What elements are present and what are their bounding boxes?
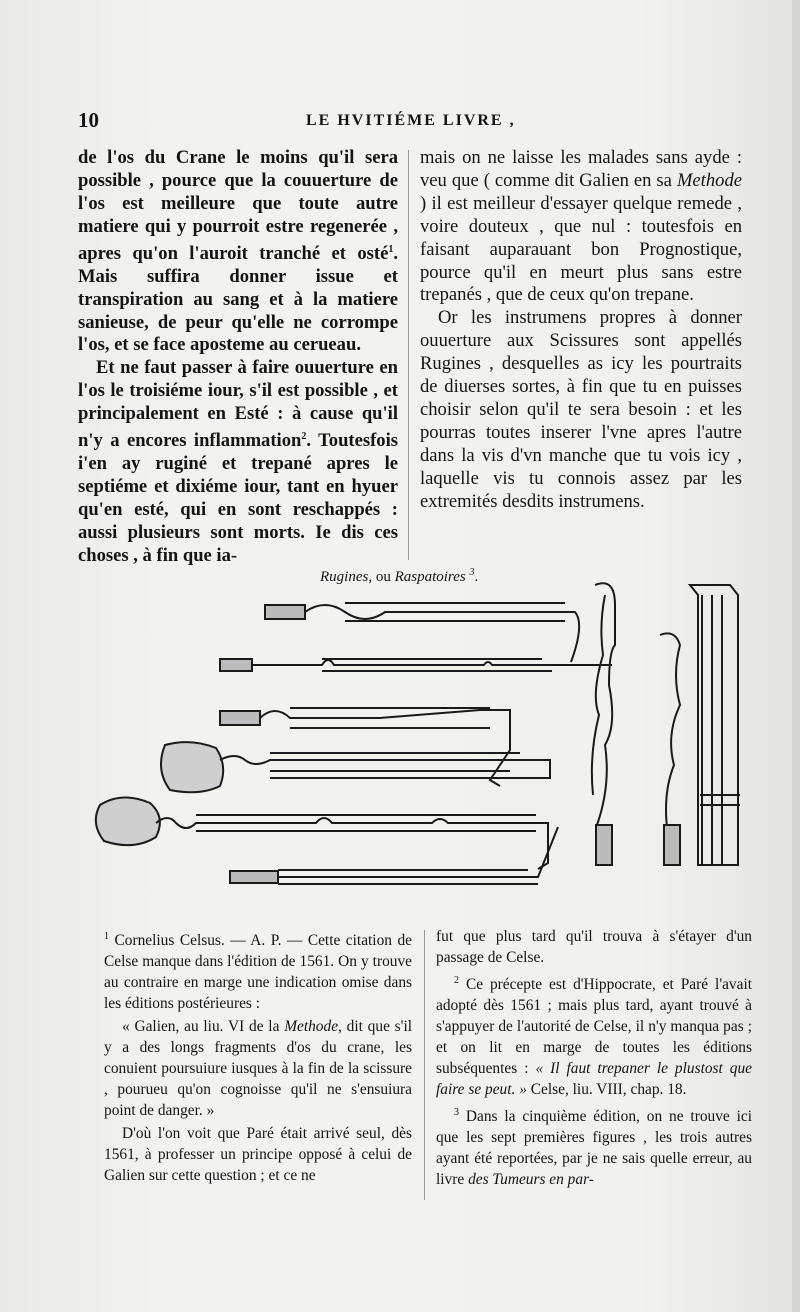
instruments-figure bbox=[90, 575, 750, 895]
rugine-instrument-icon bbox=[230, 827, 558, 884]
right-paragraph-1: mais on ne laisse les malades sans ayde : veu que ( comme dit Galien en sa Methode ) il est meilleur d'essayer quelque remede , voire douteux , que nul : toutesfois en faisant auparauant bon Prognostique, pource qu'il en meurt plus sans estre trepanés , que de ceux qu'on trepane. bbox=[420, 147, 742, 306]
footnote-1: $^1$ Cornelius Celsus. — A. P. — Cette citation de Celse manque dans l'édition de 1561. On y trouve au contraire en marge une indication omise dans les éditions postérieures : bbox=[104, 931, 412, 1013]
rugine-instrument-icon bbox=[220, 659, 612, 671]
rugine-instrument-icon bbox=[161, 742, 550, 792]
right-column bbox=[420, 147, 742, 514]
footnotes-left bbox=[104, 926, 412, 1188]
footnote-ref: 2 bbox=[301, 431, 307, 443]
page-edge bbox=[792, 0, 800, 1312]
left-column bbox=[78, 147, 398, 568]
rugine-instrument-icon bbox=[220, 708, 510, 786]
handle-icon bbox=[690, 585, 740, 865]
handle-icon bbox=[592, 583, 615, 865]
left-paragraph-1: de l'os du Crane le moins qu'il sera possible , pource que la couuerture de l'os est meilleure que toute autre matiere qui y pourroit estre regenerée , apres qu'on l'auroit tranché et osté$^1$. Mais suffira donner issue et transpiration au sang et à la matiere sanieuse, de peur qu'elle ne corrompe l'os, et se face aposteme au cerueau. bbox=[78, 147, 398, 356]
footnote-quote: « Galien, au liu. VI de la Methode, dit que s'il y a des longs fragments d'os du crane, les conuient poursuiure iusques à la fin de la scissure , pourueu qu'on cognoisse qu'il ne s'ensuiura point de danger. » bbox=[104, 1018, 412, 1120]
handle-icon bbox=[660, 633, 680, 865]
page-number: 10 bbox=[78, 108, 99, 132]
figure-caption: Rugines, ou Raspatoires $^3$. bbox=[320, 567, 479, 585]
column-divider bbox=[408, 150, 409, 560]
footnote-1-cont: fut que plus tard qu'il trouva à s'étayer d'un passage de Celse. bbox=[436, 928, 752, 966]
left-paragraph-2: Et ne faut passer à faire ouuerture en l'os le troisiéme iour, s'il est possible , et principalement en Esté : à cause qu'il n'y a encores inflammation$^2$. Toutesfois i'en ay ruginé et trepané apres le septiéme et dixiéme iour, tant en hyuer qu'en esté, qui en sont reschappés : aussi plusieurs sont morts. Ie dis ces choses , à fin que ia- bbox=[78, 357, 398, 566]
running-head: LE HVITIÉME LIVRE , bbox=[306, 112, 516, 129]
footnotes-right bbox=[436, 926, 752, 1192]
footnote-ref: 1 bbox=[388, 243, 394, 255]
right-paragraph-2: Or les instrumens propres à donner ouuerture aux Scissures sont appellés Rugines , desquelles as icy les pourtraits de diuerses sortes, à fin que tu en puisses choisir selon qu'il te sera besoin : et les pourras toutes inserer l'vne apres l'autre dans la vis d'vn manche que tu vois icy , laquelle vis tu connois assez par les extremités desdits instrumens. bbox=[420, 307, 742, 512]
page-header bbox=[78, 108, 768, 138]
footnote-2: $^2$ Ce précepte est d'Hippocrate, et Paré l'avait adopté dès 1561 ; mais plus tard, ayant trouvé à s'appuyer de l'autorité de Celse, il n'y manqua pas ; et on lit en marge de toutes les éditions subséquentes : « Il faut trepaner le plustost que faire se peut. » Celse, liu. VIII, chap. 18. bbox=[436, 975, 753, 1099]
footnote-1-end: D'où l'on voit que Paré était arrivé seul, dès 1561, à professer un principe opposé à celui de Galien sur cette question ; et ce ne bbox=[104, 1125, 412, 1185]
rugine-instrument-icon bbox=[265, 603, 579, 662]
footnote-3: $^3$ Dans la cinquième édition, on ne trouve ici que les sept premières figures , les trois autres ayant été reportées, par je ne sais quelle erreur, au livre des Tumeurs en par- bbox=[436, 1107, 752, 1189]
rugine-instrument-icon bbox=[96, 797, 548, 869]
notes-divider bbox=[424, 930, 425, 1200]
